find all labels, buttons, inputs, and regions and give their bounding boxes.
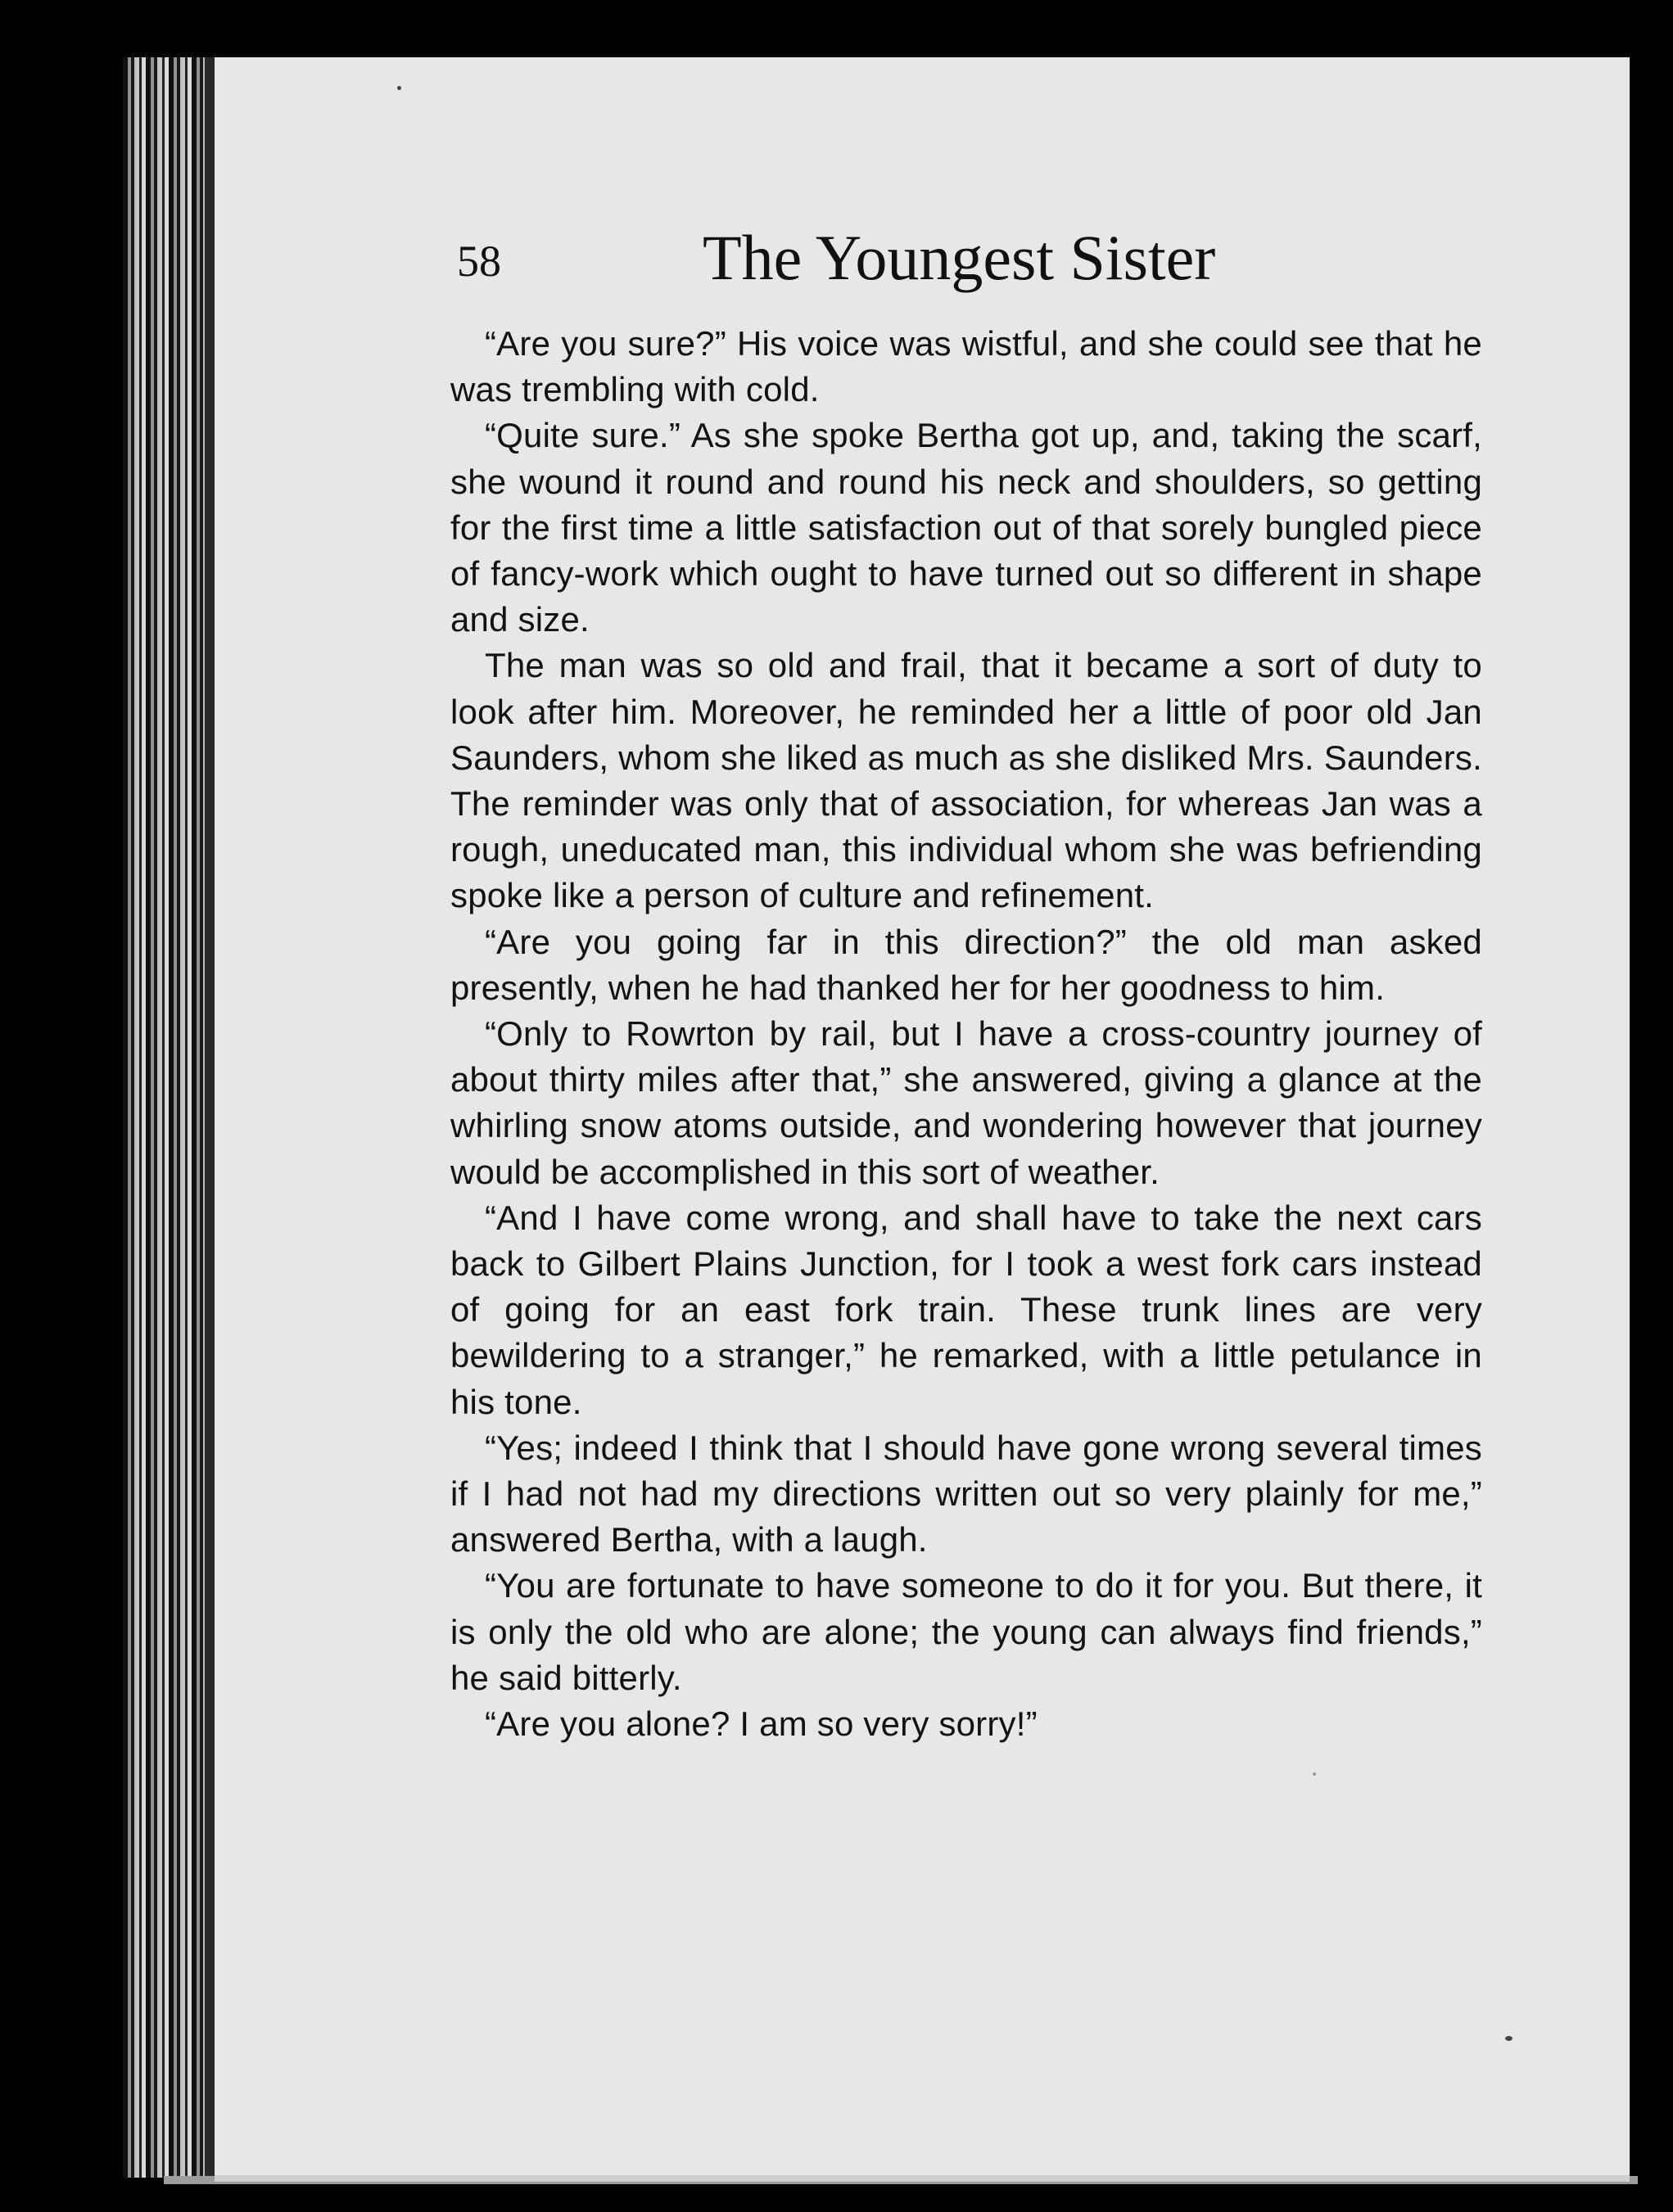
scan-speck — [397, 86, 401, 90]
scan-speck — [1505, 2036, 1512, 2041]
paragraph: “Quite sure.” As she spoke Bertha got up, and, taking the scarf, she wound it round and round his neck and shoulders, so getting for the first time a little satisfaction out of that sorely bungled piece of fancy-work which ought to have turned out so different in shape and size. — [450, 416, 1482, 639]
paragraph: “Only to Rowrton by rail, but I have a cross-country journey of about thirty miles after that,” she answered, giving a glance at the whirling snow atoms outside, and wondering however that journey would be accomplished in this sort of weather. — [450, 1014, 1482, 1191]
paragraph: “Are you alone? I am so very sorry!” — [485, 1704, 1038, 1744]
paragraph: “You are fortunate to have someone to do it for you. But there, it is only the old who are alone; the young can always find friends,” he said bitterly. — [450, 1566, 1482, 1697]
paragraph: “And I have come wrong, and shall have to take the next cars back to Gilbert Plains Junction, for I took a west fork cars instead of going for an east fork train. These trunk lines are very bewildering to a stranger,” he remarked, with a little petulance in his tone. — [450, 1198, 1482, 1421]
paragraph: The man was so old and frail, that it became a sort of duty to look after him. Moreover, he reminded her a little of poor old Jan Saunders, whom she liked as much as she disliked Mrs. Saunders. The reminder was only that of association, for whereas Jan was a rough, uneducated man, this individual whom she was befriending spoke like a person of culture and refinement. — [450, 646, 1482, 915]
paragraph: “Are you sure?” His voice was wistful, and she could see that he was trembling with cold. — [450, 324, 1482, 409]
book-binding-edge — [123, 57, 215, 2178]
page-header — [457, 221, 1259, 311]
running-title: The Youngest Sister — [703, 222, 1216, 293]
page-number: 58 — [457, 237, 501, 286]
paragraph: “Are you going far in this direction?” the old man asked presently, when he had thanked her for her goodness to him. — [450, 922, 1482, 1007]
scan-speck — [1313, 1772, 1316, 1776]
paragraph: “Yes; indeed I think that I should have gone wrong several times if I had not had my directions written out so very plainly for me,” answered Bertha, with a laugh. — [450, 1428, 1482, 1560]
body-text — [450, 321, 1482, 1747]
